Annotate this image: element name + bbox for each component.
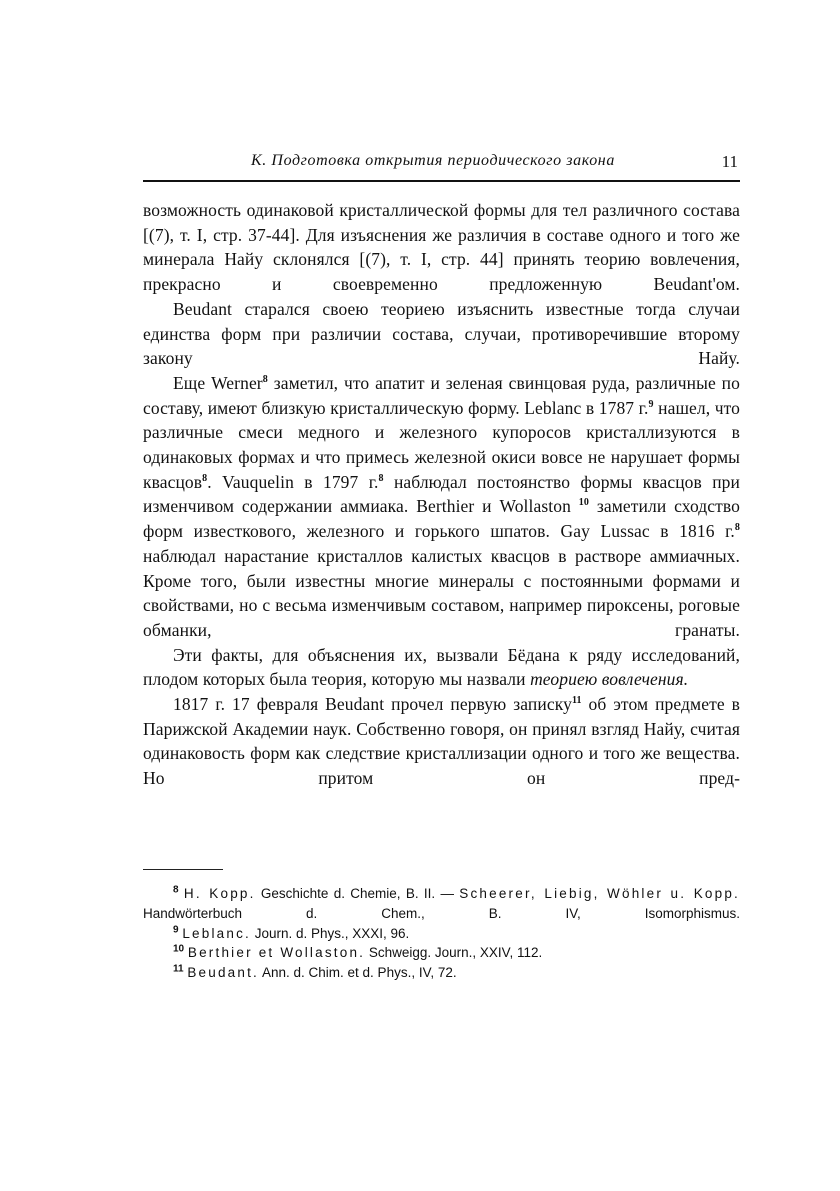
body-text — [143, 198, 740, 791]
paragraph-3-text-1: Еще Werner — [173, 372, 263, 393]
footnote-marker: 9 — [173, 924, 179, 936]
footnote-marker: 11 — [173, 963, 184, 975]
footnote-9 — [143, 924, 740, 944]
footnote-author: Berthier et Wollaston. — [187, 945, 366, 961]
footnote-text: Schweigg. Journ., XXIV, 112. — [365, 945, 543, 961]
footnote-marker: 8 — [173, 884, 179, 896]
paragraph-5-text-1: 1817 г. 17 февраля Beudant прочел первую записку — [173, 694, 572, 715]
footnote-ref: 11 — [571, 695, 582, 707]
footnotes — [143, 884, 740, 983]
paragraph-1-text: возможность одинаковой кристаллической формы для тел различного состава [(7), т. I, стр. 37-44]. Для изъяснения же различия в составе одного и того же минерала Найу склонялся [(7), т. I, стр. 44] принять теорию вовлечения, прекрасно и своевременно предложенную Beudant'ом. — [143, 200, 740, 295]
footnote-text: Handwörterbuch d. Chem., B. IV, Isomorphismus. — [143, 905, 740, 921]
footnote-author: Scheerer, Liebig, Wöhler u. Kopp. — [459, 886, 740, 901]
page-header — [143, 150, 740, 182]
running-title: К. Подготовка открытия периодического закона — [251, 152, 615, 169]
footnote-ref: 8 — [262, 374, 268, 386]
paragraph-4 — [143, 643, 740, 692]
footnote-text: Journ. d. Phys., XXXI, 96. — [250, 925, 410, 941]
paragraph-4-text: Эти факты, для объяснения их, вызвали Бёдана к ряду исследований, плодом которых была теория, которую мы назвали — [143, 644, 740, 690]
paragraph-4-italic: теориею вовлечения. — [530, 669, 689, 690]
paragraph-3-text-5: наблюдал постоянство формы квасцов при изменчивом содержании аммиака. Berthier и Wollaston — [143, 471, 740, 517]
paragraph-5-text-2: об этом предмете в Парижской Академии наук. Собственно говоря, он принял взгляд Найу, считая одинаковость форм как следствие кристаллизации одного и того же вещества. Но притом он пред- — [143, 694, 740, 789]
paragraph-5 — [143, 692, 740, 791]
paragraph-3-text-6: заметили сходство форм известкового, железного и горького шпатов. Gay Lussac в 1816 г. — [143, 496, 741, 542]
footnote-marker: 10 — [173, 943, 185, 955]
footnote-author: H. Kopp. — [183, 886, 256, 901]
footnote-author: Leblanc. — [182, 925, 251, 941]
paragraph-2-text: Beudant старался своею теориею изъяснить известные тогда случаи единства форм при различии состава, случаи, противоречившие второму закону Найу. — [143, 298, 740, 369]
paragraph-3-text-3: нашел, что различные смеси медного и железного купоросов кристаллизуются в одинаковых формах и что примесь железной окиси вовсе не нарушает формы квасцов — [143, 397, 740, 492]
page-number: 11 — [721, 152, 738, 171]
footnote-ref: 8 — [378, 472, 384, 484]
footnote-text: Ann. d. Chim. et d. Phys., IV, 72. — [259, 965, 457, 981]
paragraph-3-text-2: заметил, что апатит и зеленая свинцовая руда, различные по составу, имеют близкую кристаллическую форму. Leblanc в 1787 г. — [143, 372, 740, 418]
footnote-11 — [143, 963, 740, 983]
footnote-ref: 8 — [202, 472, 208, 484]
footnote-text: Geschichte d. Chemie, B. II. — — [255, 886, 460, 901]
paragraph-3-text-7: наблюдал нарастание кристаллов калистых квасцов в растворе аммиачных. Кроме того, были известны многие минералы с постоянными формами и свойствами, но с весьма изменчивым составом, например пироксены, роговые обманки, гранаты. — [143, 545, 740, 640]
footnote-8 — [143, 884, 740, 924]
footnote-10 — [143, 943, 740, 963]
paragraph-1 — [143, 198, 740, 297]
paragraph-3-text-4: . Vauquelin в 1797 г. — [207, 471, 379, 492]
footnote-ref: 10 — [578, 497, 589, 509]
footnote-ref: 8 — [734, 522, 740, 534]
paragraph-3 — [143, 371, 740, 643]
footnote-divider — [143, 869, 223, 870]
paragraph-2 — [143, 297, 740, 371]
footnote-author: Beudant. — [187, 965, 259, 981]
footnote-ref: 9 — [648, 398, 654, 410]
